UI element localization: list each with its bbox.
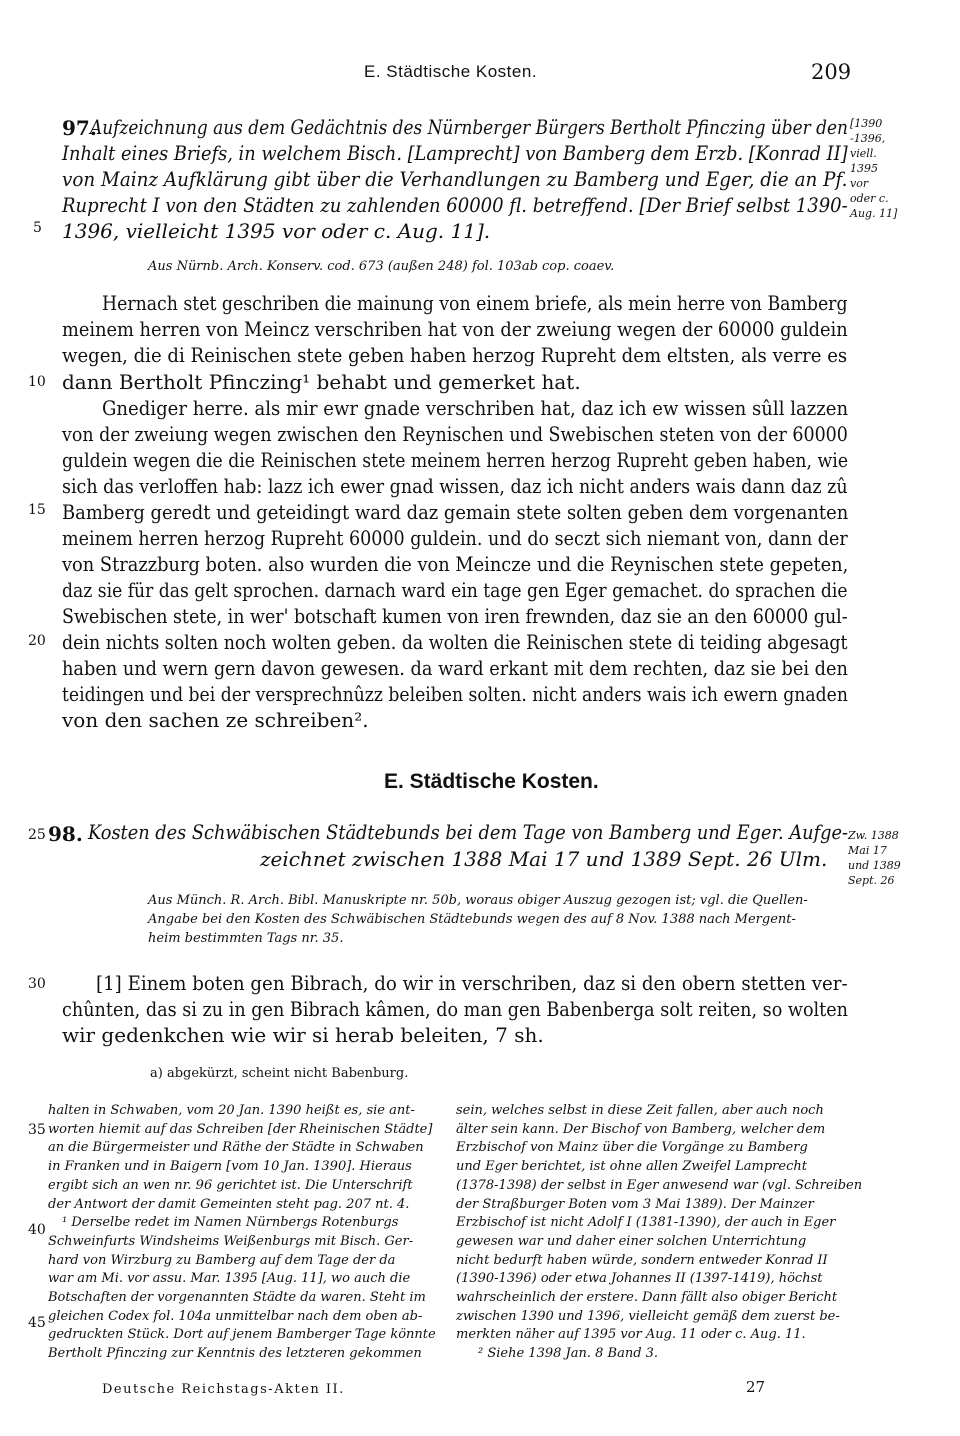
body-line: Gnediger herre. als mir ewr gnade verschriben hat, daz ich ew wissen sûll lazzen [102,396,849,420]
line-number: 25 [28,827,46,843]
body-line: chûnten, das si zu in gen Bibrach kâmen, do man gen Babenberga solt reiten, so wolten [62,997,849,1021]
section-heading: E. Städtische Kosten. [384,770,599,793]
body-line: sich das verloffen hab: lazz ich ewer gnad wissen, daz ich nicht anders wais dann daz zû [62,474,848,498]
signature-mark: 27 [746,1378,766,1396]
body-line: [1] Einem boten gen Bibrach, do wir in verschriben, daz si den obern stetten ver- [96,971,848,995]
line-number: 10 [28,374,46,390]
footnotes-right-column: sein, welches selbst in diese Zeit fallen, aber auch noch älter sein kann. Der Bischof von Bamberg, welcher dem Erzbischof von Mainz über die Vorgänge zu Bamberg und Eger berichtet, ist ohne allen Zweifel Lamprecht (1378-1398) der selbst in Eger anwesend war (vgl. Schreiben der Straßburger Boten vom 3 Mai 1389). Der Mainzer Erzbischof ist nicht Adolf I (1381-1390), der auch in Eger gewesen war und daher einer solchen Unterrichtung nicht bedurft haben würde, sondern entweder Konrad II (1390-1396) oder etwa Johannes II (1397-1419), höchst wahrscheinlich der erstere. Dann fällt also obiger Bericht zwischen 1390 und 1396, vielleicht gemäß dem zuerst be- merkten näher auf 1395 vor Aug. 11 oder c. Aug. 11. ² Siehe 1398 Jan. 8 Band 3. [456,1103,863,1362]
footer-series-title: Deutsche Reichstags-Akten II. [102,1382,345,1397]
line-number: 45 [28,1315,46,1331]
entry-number-98: 98. [48,822,83,846]
entry-number-97: 97. [62,116,97,140]
body-line: Swebischen stete, in wer' botschaft kumen von iren frewnden, daz sie an den 60000 gul- [62,604,848,628]
line-number: 35 [28,1122,46,1138]
entry-97-title-line: 1396, vielleicht 1395 vor oder c. Aug. 11]. [62,219,491,243]
body-line: teidingen und bei der versprechnûzz beleiben solten. nicht anders wais ich ewern gnaden [62,682,848,706]
line-number: 5 [33,220,42,236]
source-citation-97: Aus Nürnb. Arch. Konserv. cod. 673 (außen 248) fol. 103ab cop. coaev. [148,259,615,274]
entry-98-title-line: Kosten des Schwäbischen Städtebunds bei dem Tage von Bamberg und Eger. Aufge- [88,820,848,844]
line-number: 30 [28,976,46,992]
body-line: dann Bertholt Pfinczing¹ behabt und gemerket hat. [62,370,581,394]
body-line: Hernach stet geschriben die mainung von einem briefe, als mein herre von Bamberg [102,291,848,315]
body-line: von der zweiung wegen zwischen den Reynischen und Swebischen steten von der 60000 [62,422,848,446]
entry-97-title-line: Aufzeichnung aus dem Gedächtnis des Nürnberger Bürgers Bertholt Pfinczing über den [90,115,848,139]
body-line: haben und wern gern davon gewesen. da ward erkant mit dem rechten, daz sie bei den [62,656,848,680]
source-citation-98: Aus Münch. R. Arch. Bibl. Manuskripte nr. 50b, woraus obiger Auszug gezogen ist; vgl. die Quellen- [148,893,808,908]
body-line: von den sachen ze schreiben². [62,708,369,732]
body-line: daz sie für das gelt sprochen. darnach ward ein tage gen Eger gemachet. do sprachen die [62,578,848,602]
entry-98-title-line: zeichnet zwischen 1388 Mai 17 und 1389 Sept. 26 Ulm. [260,847,828,871]
margin-date-98: Zw. 1388 Mai 17 und 1389 Sept. 26 [848,829,901,887]
body-line: guldein wegen die die Reinischen stete meinem herren herzog Rupreht geben haben, wie [62,448,849,472]
body-line: meinem herren von Meincz verschriben hat von der zweiung wegen der 60000 guldein [62,317,848,341]
margin-date-97: [1390 -1396, viell. 1395 vor oder c. Aug. 11] [850,117,898,220]
footnotes-left-column: halten in Schwaben, vom 20 Jan. 1390 heißt es, sie ant- worten hiemit auf das Schreiben [der Rheinischen Städte] an die Bürgermeister und Räthe der Städte in Schwaben in Franken und in Baigern [vom 10 Jan. 1390]. Hieraus ergibt sich an wen nr. 96 gerichtet ist. Die Unterschrift der Antwort der damit Gemeinten steht pag. 207 nt. 4. ¹ Derselbe redet im Namen Nürnbergs Rotenburgs Schweinfurts Windsheims Weißenburgs mit Bisch. Ger- hard von Wirzburg zu Bamberg auf dem Tage der da war am Mi. vor assu. Mar. 1395 [Aug. 11], wo auch die Botschaften der vorgenannten Städte da waren. Steht im gleichen Codex fol. 104a unmittelbar nach dem oben ab- gedruckten Stück. Dort auf jenem Bamberger Tage könnte Bertholt Pfinczing zur Kenntnis des letzteren gekommen [48,1103,436,1362]
body-line: von Strazzburg boten. also wurden die von Meincze und die Reynischen stete gepeten, [62,552,849,576]
running-title: E. Städtische Kosten. [364,62,538,81]
page-number: 209 [811,60,852,84]
source-citation-98: Angabe bei den Kosten des Schwäbischen Städtebunds wegen des auf 8 Nov. 1388 nach Mergent- [148,912,796,927]
body-line: dein nichts solten noch wolten geben. da wolten die Reinischen stete di teiding abgesagt [62,630,848,654]
line-number: 15 [28,502,46,518]
entry-97-title-line: Inhalt eines Briefs, in welchem Bisch. [Lamprecht] von Bamberg dem Erzb. [Konrad II] [62,141,848,165]
variant-note: a) abgekürzt, scheint nicht Babenburg. [150,1066,409,1081]
body-line: wir gedenkchen wie wir si herab beleiten, 7 sh. [62,1023,544,1047]
entry-97-title-line: Ruprecht I von den Städten zu zahlenden 60000 fl. betreffend. [Der Brief selbst 1390- [62,193,848,217]
line-number: 20 [28,633,46,649]
entry-97-title-line: von Mainz Aufklärung gibt über die Verhandlungen zu Bamberg und Eger, die an Pf. [62,167,848,191]
body-line: Bamberg geredt und geteidingt ward daz gemain stete solten geben dem vorgenanten [62,500,849,524]
source-citation-98: heim bestimmten Tags nr. 35. [148,931,344,946]
line-number: 40 [28,1222,46,1238]
body-line: wegen, die di Reinischen stete geben haben herzog Rupreht dem eltsten, als verre es [62,343,848,367]
body-line: meinem herren herzog Rupreht 60000 guldein. und do seczt sich niemant von, dann der [62,526,848,550]
